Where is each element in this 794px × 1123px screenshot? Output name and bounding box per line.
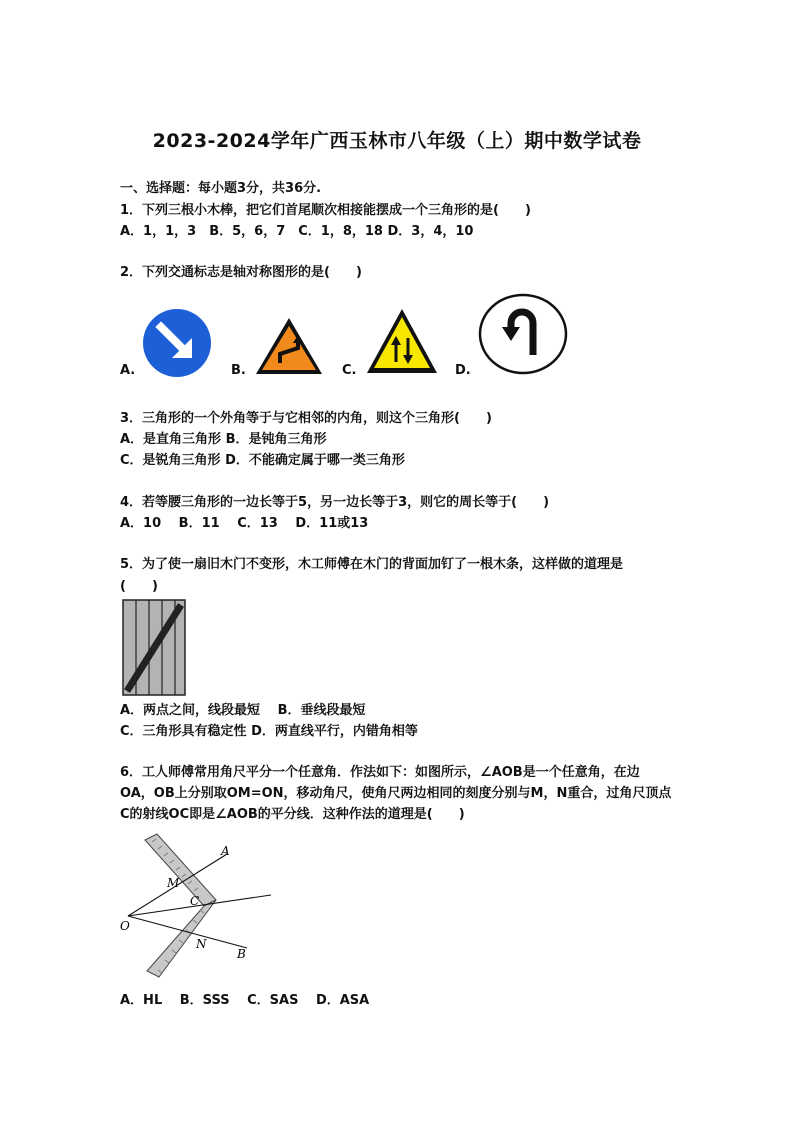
label-m: M — [167, 876, 180, 890]
q2-label-d: D. — [455, 363, 471, 378]
q6-options: A．HL B．SSS C．SAS D．ASA — [120, 993, 370, 1008]
page-title: 2023-2024学年广西玉林市八年级（上）期中数学试卷 — [152, 130, 642, 152]
orange-triangle-zigzag-icon — [254, 316, 324, 376]
label-n: N — [196, 937, 207, 951]
q4-stem: 4．若等腰三角形的一边长等于5，另一边长等于3，则它的周长等于( ) — [120, 495, 550, 510]
q3-options-ab: A．是直角三角形 B．是钝角三角形 — [120, 432, 327, 447]
q2-label-b: B. — [231, 363, 246, 378]
section-heading: 一、选择题：每小题3分，共36分. — [120, 181, 322, 196]
label-a: A — [221, 844, 230, 858]
q4-options: A．10 B．11 C．13 D．11或13 — [120, 516, 369, 531]
q2-label-a: A. — [120, 363, 136, 378]
u-turn-circle-icon — [478, 293, 568, 375]
angle-bisector-figure — [115, 832, 275, 982]
q2-stem: 2．下列交通标志是轴对称图形的是( ) — [120, 265, 362, 280]
label-c: C — [190, 894, 200, 908]
q3-options-cd: C．是锐角三角形 D．不能确定属于哪一类三角形 — [120, 453, 405, 468]
label-b: B — [237, 947, 246, 961]
q5-stem-line1: 5．为了使一扇旧木门不变形，木工师傅在木门的背面加钉了一根木条，这样做的道理是 — [120, 557, 624, 572]
label-o: O — [120, 919, 130, 933]
yellow-triangle-two-way-icon — [365, 307, 439, 375]
q2-label-c: C. — [342, 363, 357, 378]
q5-options-cd: C．三角形具有稳定性 D．两直线平行，内错角相等 — [120, 724, 418, 739]
q3-stem: 3．三角形的一个外角等于与它相邻的内角，则这个三角形( ) — [120, 411, 492, 426]
q6-stem-line2: OA，OB上分别取OM=ON，移动角尺，使角尺两边相同的刻度分别与M，N重合，过角尺顶点 — [120, 786, 672, 801]
wooden-door-figure — [122, 599, 186, 696]
q6-stem-line1: 6．工人师傅常用角尺平分一个任意角．作法如下：如图所示，∠AOB是一个任意角，在边 — [120, 765, 640, 780]
q1-options: A．1，1，3 B．5，6，7 C．1，8，18 D．3，4，10 — [120, 224, 474, 239]
q5-stem-line2: ( ) — [120, 579, 158, 594]
q1-stem: 1．下列三根小木棒，把它们首尾顺次相接能摆成一个三角形的是( ) — [120, 203, 531, 218]
q5-options-ab: A．两点之间，线段最短 B．垂线段最短 — [120, 703, 366, 718]
blue-circle-arrow-icon — [142, 308, 212, 378]
q6-stem-line3: C的射线OC即是∠AOB的平分线．这种作法的道理是( ) — [120, 807, 465, 822]
